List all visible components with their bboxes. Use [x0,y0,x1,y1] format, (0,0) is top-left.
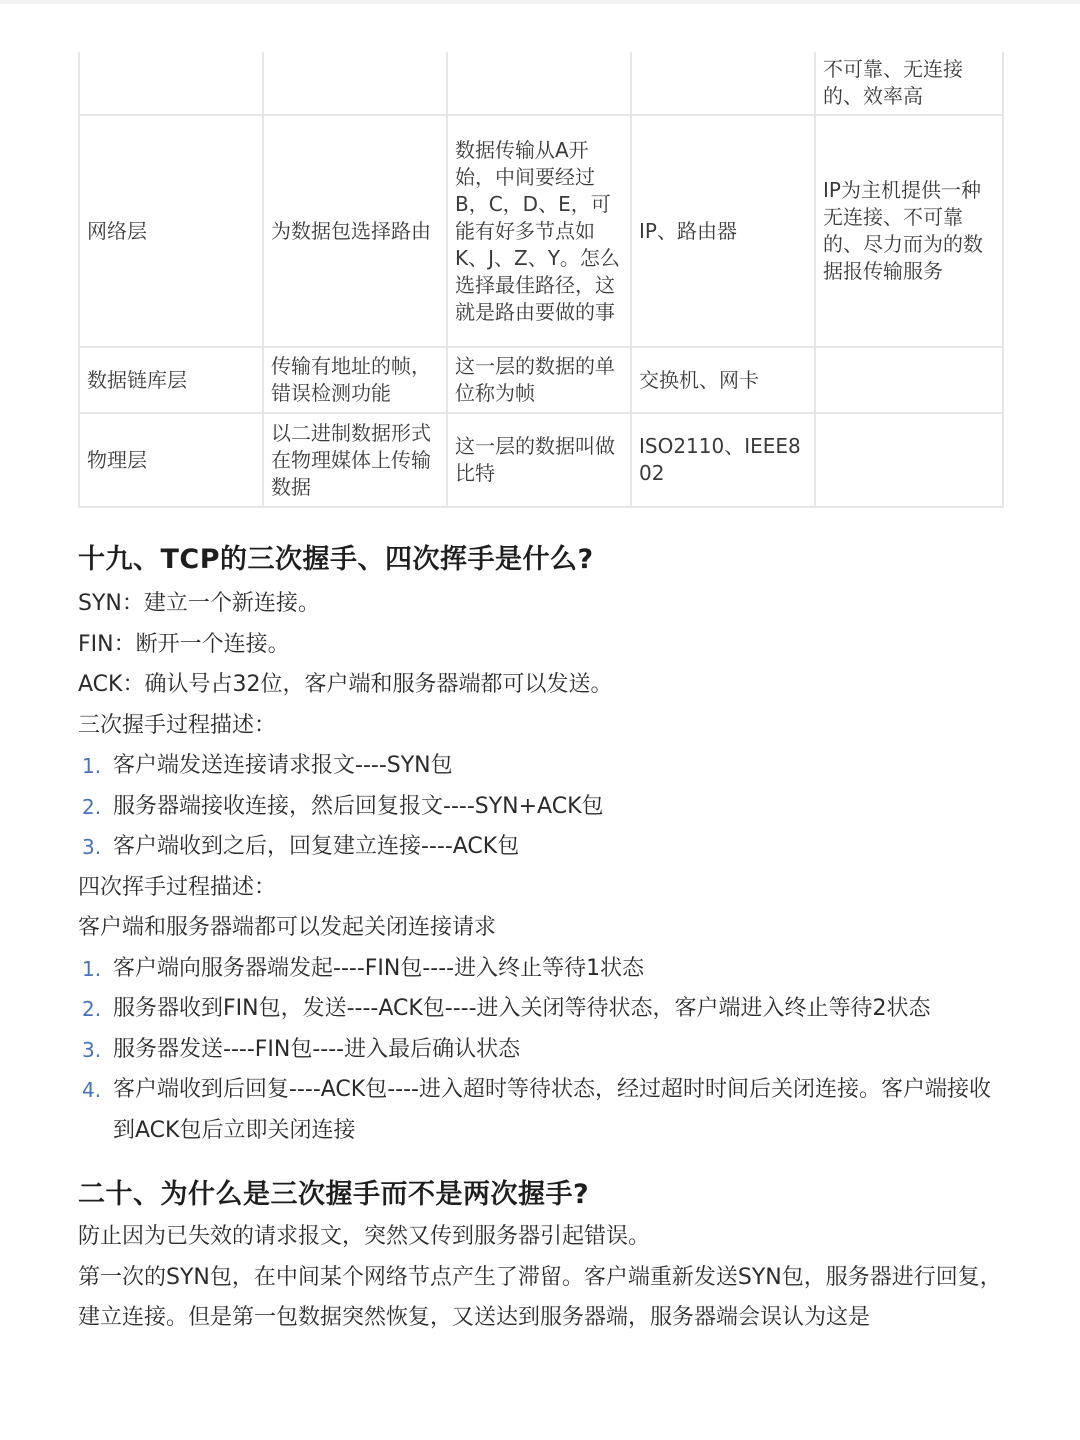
table-cell: IP为主机提供一种无连接、不可靠的、尽力而为的数据报传输服务 [815,115,1003,347]
section-20-para-2: 第一次的SYN包，在中间某个网络节点产生了滞留。客户端重新发送SYN包，服务器进行回复，建立连接。但是第一包数据突然恢复，又送达到服务器端，服务器端会误认为这是 [78,1264,1002,1330]
table-cell: 网络层 [79,115,263,347]
table-cell: 交换机、网卡 [631,347,815,413]
list-number: 3. [82,835,102,859]
table-cell: 为数据包选择路由 [263,115,447,347]
handshake-steps [78,746,1008,868]
table-cell: 数据传输从A开始，中间要经过B，C，D、E，可能有好多节点如K、J、Z、Y。怎么选择最佳路径，这就是路由要做的事 [447,115,631,347]
list-item [78,949,1008,990]
table-row [79,347,1003,413]
table-cell [263,52,447,115]
table-row [79,52,1003,115]
osi-layer-table [78,52,1004,508]
table-cell: 数据链库层 [79,347,263,413]
list-text: 服务器发送----FIN包----进入最后确认状态 [113,1036,521,1062]
wave-note: 客户端和服务器端都可以发起关闭连接请求 [78,915,497,940]
wave-steps [78,949,1008,1152]
table-cell: IP、路由器 [631,115,815,347]
section-20-title: 二十、为什么是三次握手而不是两次握手? [78,1179,590,1210]
list-item [78,1030,1008,1071]
list-item [78,1070,1008,1151]
list-text: 客户端向服务器端发起----FIN包----进入终止等待1状态 [113,955,645,981]
list-number: 1. [82,754,102,778]
top-divider [0,0,1080,4]
table-cell: 这一层的数据的单位称为帧 [447,347,631,413]
fin-definition: FIN：断开一个连接。 [78,631,290,657]
list-number: 2. [82,997,102,1021]
ack-definition: ACK：确认号占32位，客户端和服务器端都可以发送。 [78,672,613,697]
section-20-para-1: 防止因为已失效的请求报文，突然又传到服务器引起错误。 [78,1224,651,1249]
list-item [78,827,1008,868]
table-cell: 以二进制数据形式在物理媒体上传输数据 [263,413,447,507]
list-number: 4. [82,1078,102,1102]
table-cell: 这一层的数据叫做比特 [447,413,631,507]
handshake-intro: 三次握手过程描述： [78,712,277,738]
wave-intro: 四次挥手过程描述： [78,874,277,900]
table-cell: 传输有地址的帧，错误检测功能 [263,347,447,413]
list-text: 客户端发送连接请求报文----SYN包 [113,753,453,778]
table-cell: 物理层 [79,413,263,507]
table-row [79,413,1003,507]
list-item [78,746,1008,787]
list-item [78,989,1008,1030]
list-text: 服务器端接收连接，然后回复报文----SYN+ACK包 [113,793,604,819]
article-body [78,540,1008,1339]
table-cell [815,347,1003,413]
table-cell [79,52,263,115]
list-item [78,787,1008,828]
table-row [79,115,1003,347]
table-cell [815,413,1003,507]
list-number: 2. [82,794,102,819]
list-text: 服务器收到FIN包，发送----ACK包----进入关闭等待状态，客户端进入终止等待2状态 [113,996,931,1021]
table-cell [631,52,815,115]
syn-definition: SYN：建立一个新连接。 [78,591,320,616]
section-19-title: 十九、TCP的三次握手、四次挥手是什么? [78,544,594,575]
list-text: 客户端收到后回复----ACK包----进入超时等待状态，经过超时时间后关闭连接。客户端接收到ACK包后立即关闭连接 [113,1077,991,1143]
table-cell: ISO2110、IEEE802 [631,413,815,507]
list-text: 客户端收到之后，回复建立连接----ACK包 [113,834,520,859]
list-number: 1. [82,956,102,981]
table-cell [447,52,631,115]
list-number: 3. [82,1037,102,1062]
table-cell: 不可靠、无连接的、效率高 [815,52,1003,115]
